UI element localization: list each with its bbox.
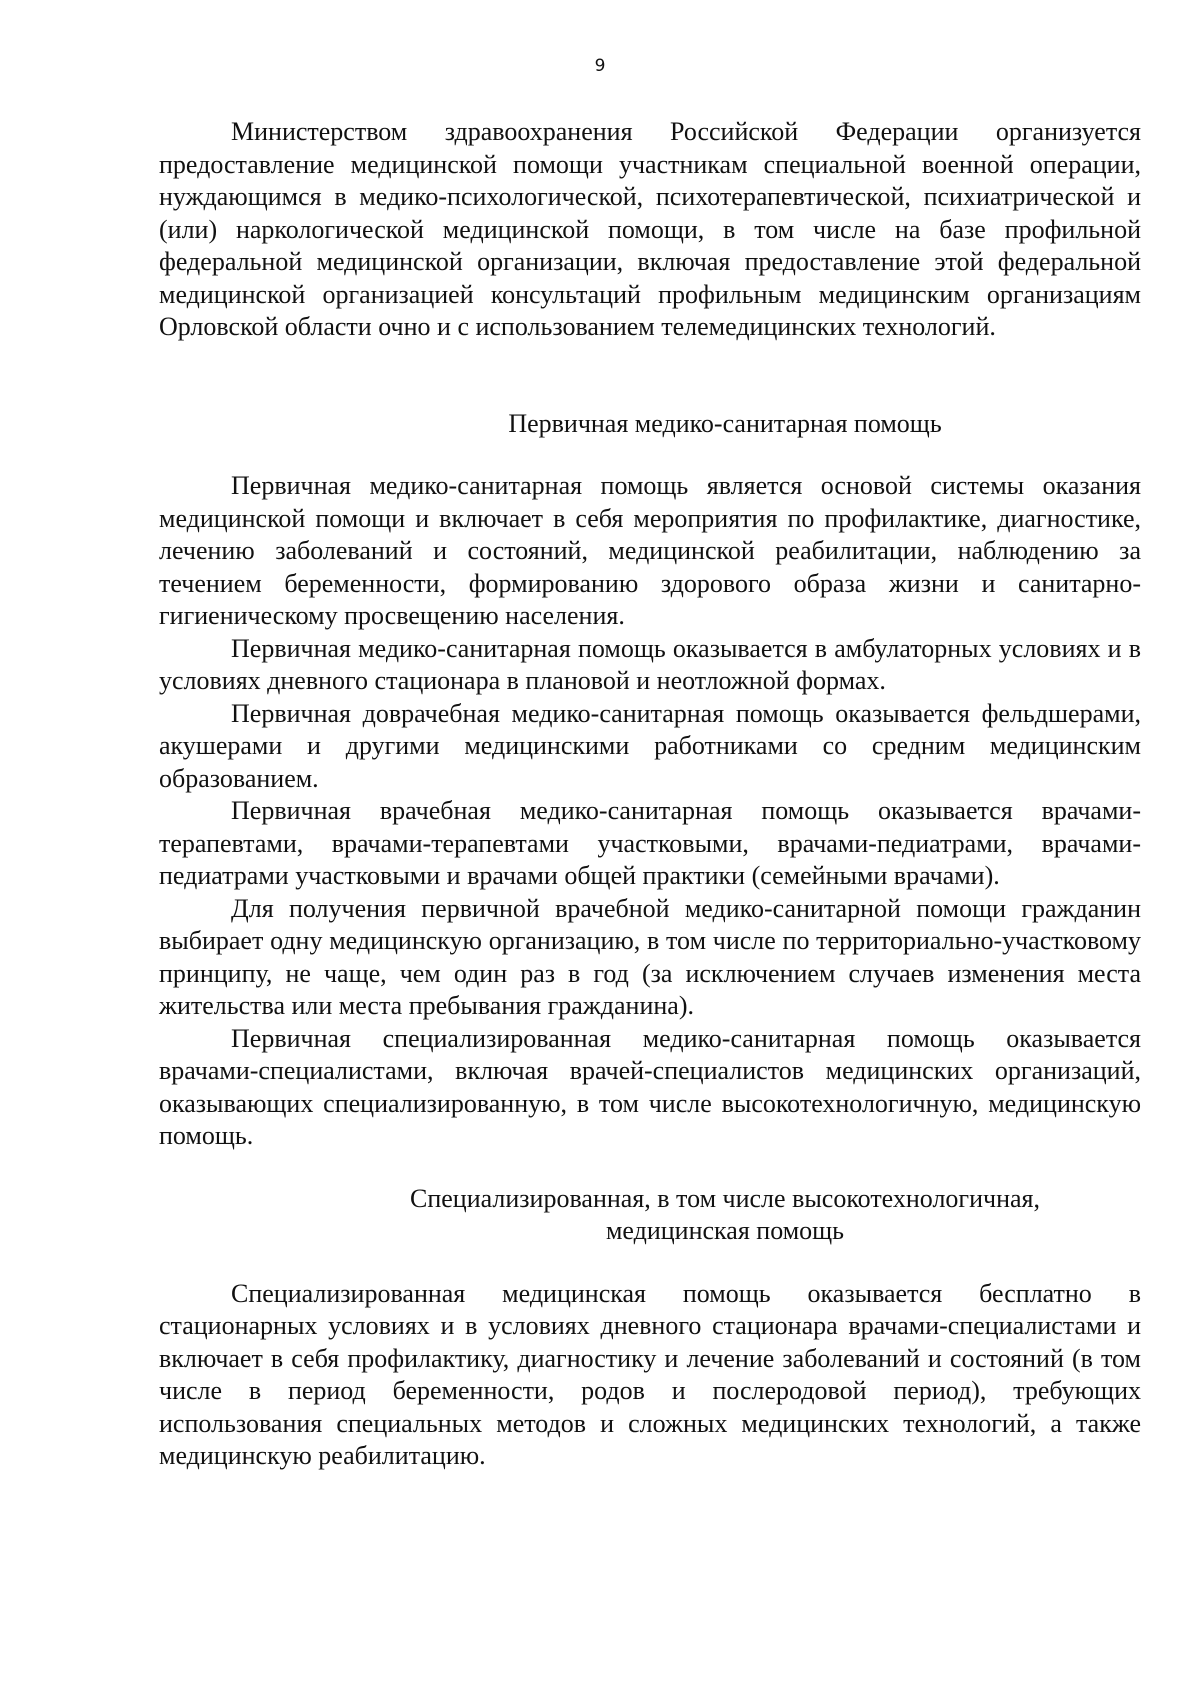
intro-paragraph: Министерством здравоохранения Российской Федерации организуется предоставление медицинской помощи участникам специальной военной операции, нуждающимся в медико-психологической, психотерапевтической, психиатрической и (или) наркологической медицинской помощи, в том числе на базе профильной федеральной медицинской организации, включая предоставление этой федеральной медицинской организацией консультаций профильным медицинским организациям Орловской области очно и с использованием телемедицинских технологий. <box>159 117 1141 341</box>
primary-care-paragraph-4: Первичная врачебная медико-санитарная помощь оказывается врачами-терапевтами, врачами-терапевтами участковыми, врачами-педиатрами, врачами-педиатрами участковыми и врачами общей практики (семейными врачами). <box>159 796 1141 890</box>
primary-care-paragraph-2: Первичная медико-санитарная помощь оказывается в амбулаторных условиях и в условиях дневного стационара в плановой и неотложной формах. <box>159 633 1141 695</box>
document-body <box>159 116 1141 1473</box>
specialized-care-paragraph-1: Специализированная медицинская помощь оказывается бесплатно в стационарных условиях и в условиях дневного стационара врачами-специалистами и включает в себя профилактику, диагностику и лечение заболеваний и состояний (в том числе в период беременности, родов и послеродовой период), требующих использования специальных методов и сложных медицинских технологий, а также медицинскую реабилитацию. <box>159 1278 1141 1470</box>
primary-care-paragraph-6: Первичная специализированная медико-санитарная помощь оказывается врачами-специалистами, включая врачей-специалистов медицинских организаций, оказывающих специализированную, в том числе высокотехнологичную, медицинскую помощь. <box>159 1023 1141 1150</box>
primary-care-paragraph-1: Первичная медико-санитарная помощь является основой системы оказания медицинской помощи и включает в себя мероприятия по профилактике, диагностике, лечению заболеваний и состояний, медицинской реабилитации, наблюдению за течением беременности, формированию здорового образа жизни и санитарно-гигиеническому просвещению населения. <box>159 471 1141 630</box>
primary-care-paragraph-5: Для получения первичной врачебной медико-санитарной помощи гражданин выбирает одну медицинскую организацию, в том числе по территориально-участковому принципу, не чаще, чем один раз в год (за исключением случаев изменения места жительства или места пребывания гражданина). <box>159 893 1141 1020</box>
section-heading-primary-care: Первичная медико-санитарная помощь <box>508 408 942 438</box>
section-heading-line-1: Специализированная, в том числе высокотехнологичная, <box>410 1183 1040 1213</box>
page-number: 9 <box>594 56 606 76</box>
primary-care-paragraph-3: Первичная доврачебная медико-санитарная помощь оказывается фельдшерами, акушерами и другими медицинскими работниками со средним медицинским образованием. <box>159 698 1141 793</box>
section-heading-line-2: медицинская помощь <box>605 1216 845 1245</box>
section-heading-specialized-care <box>159 1183 1141 1248</box>
